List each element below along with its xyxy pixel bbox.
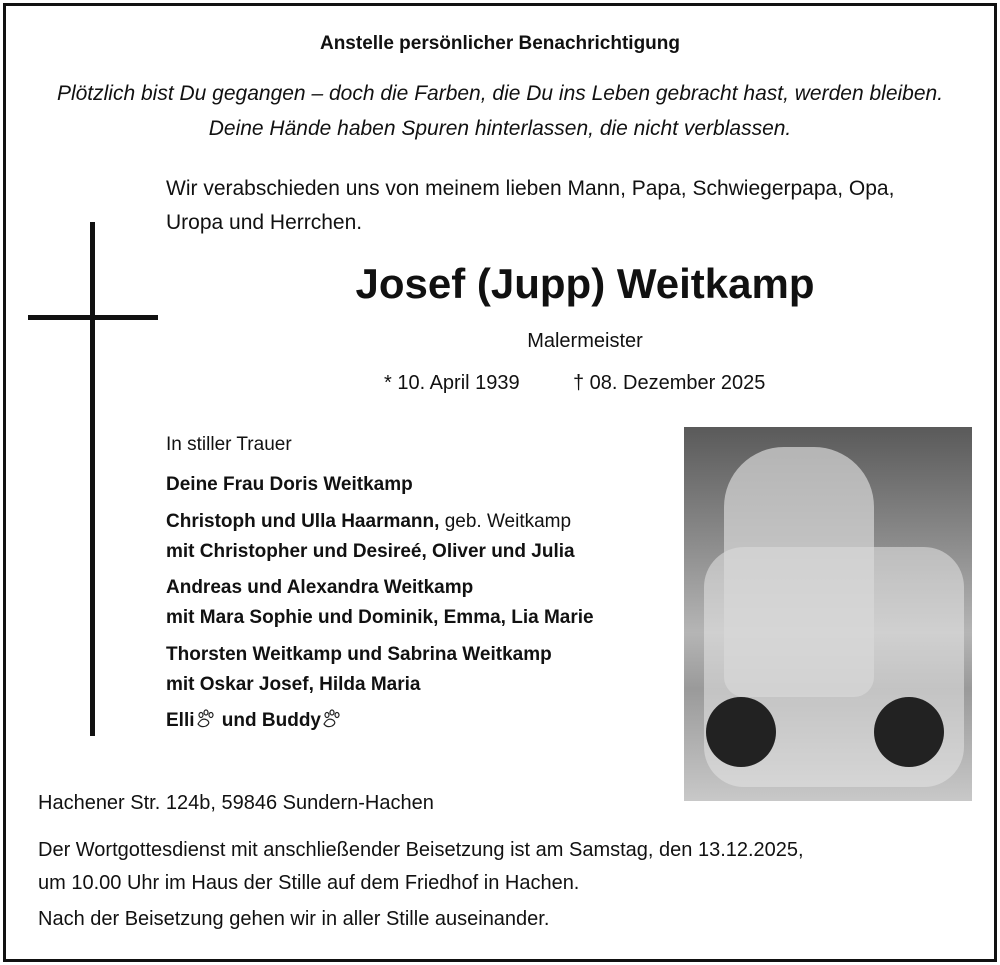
photo-person bbox=[724, 447, 874, 697]
mourner-names: Christoph und Ulla Haarmann, bbox=[166, 511, 440, 532]
mourner-line: Deine Frau Doris Weitkamp bbox=[166, 474, 413, 495]
photo-wheel bbox=[706, 697, 776, 767]
pets-line bbox=[166, 709, 343, 733]
birth-date: * 10. April 1939 bbox=[384, 372, 520, 394]
deceased-name: Josef (Jupp) Weitkamp bbox=[355, 260, 815, 307]
death-date: † 08. Dezember 2025 bbox=[573, 372, 766, 394]
intro-line-1: Wir verabschieden uns von meinem lieben Mann, Papa, Schwiegerpapa, Opa, bbox=[166, 177, 895, 200]
maiden-name: geb. Weitkamp bbox=[439, 511, 572, 532]
service-line-2: um 10.00 Uhr im Haus der Stille auf dem Friedhof in Hachen. bbox=[38, 872, 580, 894]
mourner-line: mit Christopher und Desireé, Oliver und Julia bbox=[166, 541, 575, 562]
pet-name: und Buddy bbox=[216, 710, 321, 731]
intro-line-2: Uropa und Herrchen. bbox=[166, 211, 363, 234]
mourner-line: mit Mara Sophie und Dominik, Emma, Lia Marie bbox=[166, 607, 594, 628]
closing-line: Nach der Beisetzung gehen wir in aller Stille auseinander. bbox=[38, 908, 550, 930]
mourning-label: In stiller Trauer bbox=[166, 434, 292, 455]
pet-name: Elli bbox=[166, 710, 195, 731]
profession: Malermeister bbox=[527, 330, 643, 352]
mourner-line bbox=[166, 510, 571, 534]
mourner-line: mit Oskar Josef, Hilda Maria bbox=[166, 674, 421, 695]
paw-icon bbox=[321, 709, 343, 731]
mourner-line: Andreas und Alexandra Weitkamp bbox=[166, 577, 474, 598]
service-line-1: Der Wortgottesdienst mit anschließender Beisetzung ist am Samstag, den 13.12.2025, bbox=[38, 839, 804, 861]
address: Hachener Str. 124b, 59846 Sundern-Hachen bbox=[38, 792, 434, 814]
portrait-photo bbox=[684, 427, 972, 801]
photo-wheel bbox=[874, 697, 944, 767]
mourner-line: Thorsten Weitkamp und Sabrina Weitkamp bbox=[166, 644, 552, 665]
quote-line-1: Plötzlich bist Du gegangen – doch die Farben, die Du ins Leben gebracht hast, werden bleiben. bbox=[56, 82, 944, 105]
cross-icon bbox=[90, 222, 95, 736]
quote-line-2: Deine Hände haben Spuren hinterlassen, die nicht verblassen. bbox=[208, 117, 792, 140]
header: Anstelle persönlicher Benachrichtigung bbox=[319, 33, 681, 54]
paw-icon bbox=[195, 709, 217, 731]
cross-icon-bar bbox=[28, 315, 158, 320]
